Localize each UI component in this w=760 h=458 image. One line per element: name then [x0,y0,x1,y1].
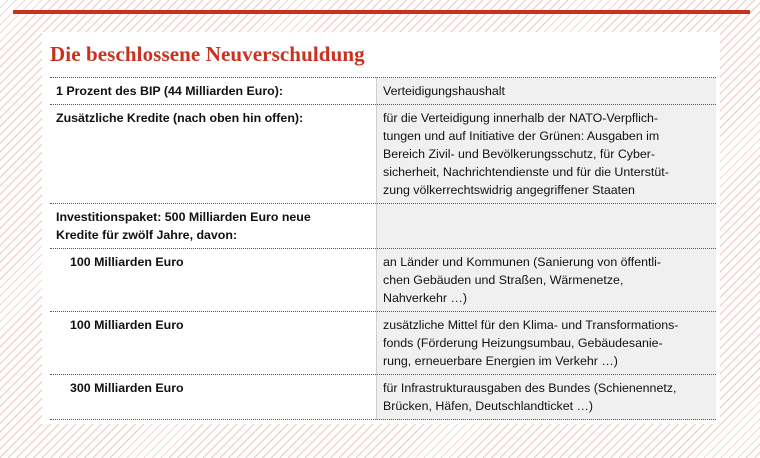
row-description [377,105,717,204]
debt-table [50,77,716,420]
row-label [50,204,377,249]
row-description [377,312,717,375]
table-row-infrastruktur [50,375,716,420]
row-description-empty [377,204,717,249]
row-label [50,375,377,420]
row-label [50,105,377,204]
row-description-line: sicherheit, Nachrichtendienste und für die Unterstüt- [383,165,669,179]
row-description-line: tungen und auf Initiative der Grünen: Ausgaben im [383,129,660,143]
row-description-line: Brücken, Häfen, Deutschlandticket …) [383,399,594,413]
infobox-title: Die beschlossene Neuverschuldung [50,42,365,66]
row-description-line: chen Gebäuden und Straßen, Wärmenetze, [383,273,624,287]
table-row-defense-budget [50,78,716,105]
row-label-line: 1 Prozent des BIP (44 Milliarden Euro): [56,84,283,98]
row-label-line: 100 Milliarden Euro [70,255,184,269]
row-description-line: rung, erneuerbare Energien im Verkehr …) [383,354,618,368]
row-label-line: 100 Milliarden Euro [70,318,184,332]
row-description-line: an Länder und Kommunen (Sanierung von öffentli- [383,255,662,269]
row-description-line: zung völkerrechtswidrig angegriffener Staaten [383,183,635,197]
row-description-line: für die Verteidigung innerhalb der NATO-Verpflich- [383,111,659,125]
top-accent-bar [13,10,750,14]
row-description-line: zusätzliche Mittel für den Klima- und Transformations- [383,318,679,332]
row-label-line: Kredite für zwölf Jahre, davon: [56,228,238,242]
table-row-klimafonds [50,312,716,375]
row-description-line: Verteidigungshaushalt [383,84,505,98]
row-label [50,312,377,375]
table-row-laender-kommunen [50,249,716,312]
row-description-line: fonds (Förderung Heizungsumbau, Gebäudesanie- [383,336,663,350]
row-label [50,78,377,105]
row-label-line: Zusätzliche Kredite (nach oben hin offen): [56,111,304,125]
row-label [50,249,377,312]
row-label-line: 300 Milliarden Euro [70,381,184,395]
table-row-additional-credits [50,105,716,204]
row-description-line: für Infrastrukturausgaben des Bundes (Schienennetz, [383,381,677,395]
row-description [377,78,717,105]
row-description [377,249,717,312]
debt-infobox [42,32,720,424]
row-label-line: Investitionspaket: 500 Milliarden Euro neue [56,210,311,224]
row-description-line: Nahverkehr …) [383,291,468,305]
row-description-line: Bereich Zivil- und Bevölkerungsschutz, für Cyber- [383,147,656,161]
row-description [377,375,717,420]
table-row-investment-package [50,204,716,249]
